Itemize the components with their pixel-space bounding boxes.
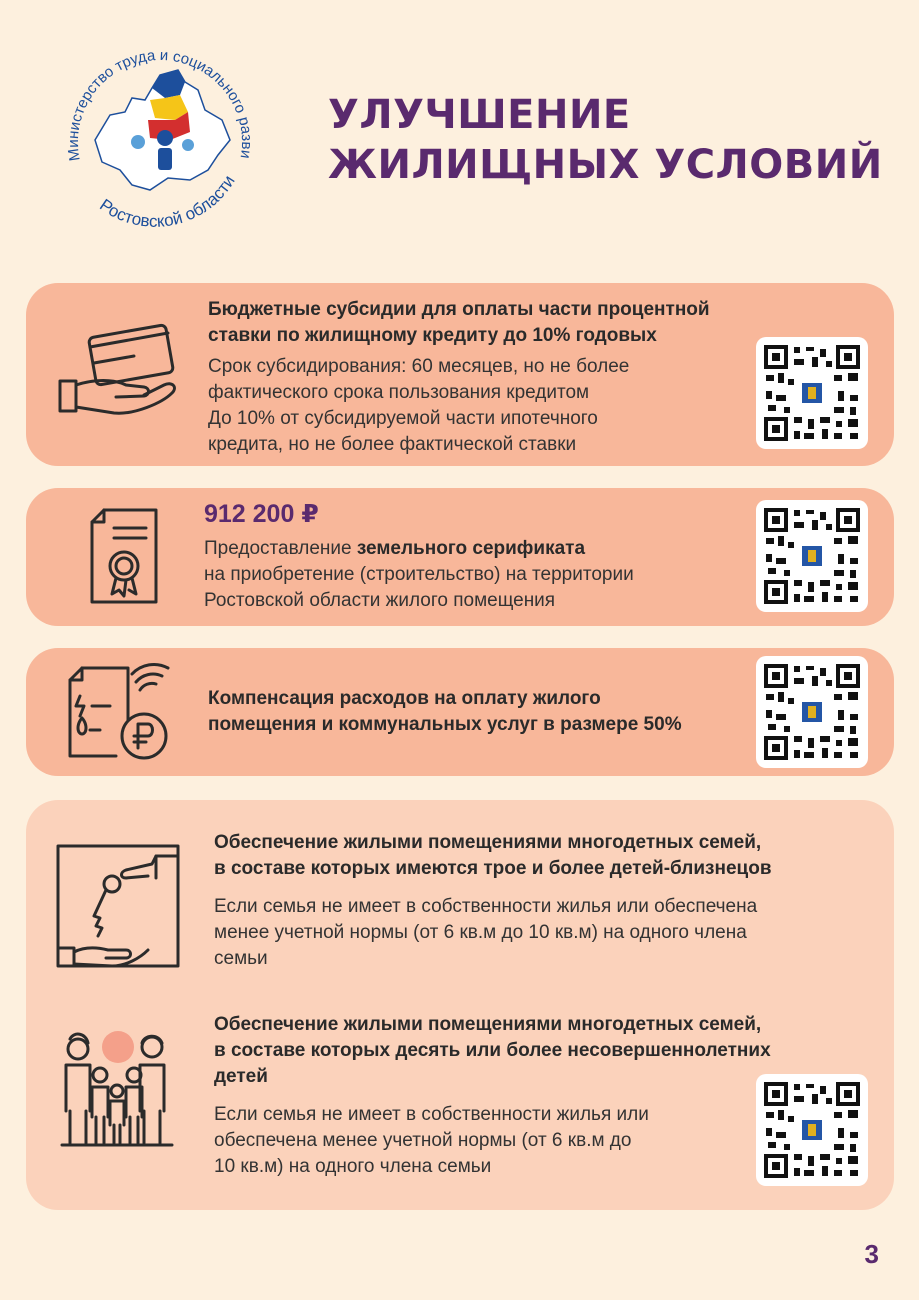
item-2-heading-line-3: детей: [214, 1066, 268, 1087]
card-land-certificate: [26, 488, 894, 626]
card-large-families: [26, 800, 894, 1210]
page-title: [328, 90, 883, 190]
card-in-hand-icon: [54, 323, 184, 428]
item-1-body-line-3: семьи: [214, 948, 268, 969]
svg-text:Ростовской области: Ростовской области: [96, 171, 239, 231]
item-1-body-line-2: менее учетной нормы (от 6 кв.м до 10 кв.м) на одного члена: [214, 922, 747, 943]
card-2-body-line-1: [204, 536, 634, 562]
qr-code[interactable]: [756, 337, 868, 449]
card-1-heading-line-2: ставки по жилищному кредиту до 10% годовых: [208, 325, 657, 346]
card-1-heading-line-1: Бюджетные субсидии для оплаты части процентной: [208, 299, 710, 320]
certificate-amount: 912 200 ₽: [204, 500, 319, 528]
ministry-logo: [40, 20, 270, 250]
item-1-heading-line-1: Обеспечение жилыми помещениями многодетных семей,: [214, 832, 762, 853]
card-4-item-1-text: [214, 830, 772, 972]
card-1-body-line-3: До 10% от субсидируемой части ипотечного: [208, 408, 598, 429]
card-3-heading-line-1: Компенсация расходов на оплату жилого: [208, 688, 601, 709]
card-1-body-line-4: кредита, но не более фактической ставки: [208, 434, 577, 455]
card-3-text: [208, 686, 682, 738]
title-line-1: УЛУЧШЕНИЕ: [328, 92, 631, 138]
card-interest-subsidy: [26, 283, 894, 466]
card-4-item-2-text: [214, 1012, 771, 1180]
key-handover-icon: [56, 844, 181, 974]
large-family-icon: [60, 1025, 180, 1160]
item-2-body-line-3: 10 кв.м) на одного члена семьи: [214, 1156, 492, 1177]
card-1-text: [208, 297, 710, 458]
card-2-text: [204, 498, 634, 614]
svg-text:Министерство труда и социально: Министерство труда и социального разви: [64, 46, 256, 163]
certificate-icon: [84, 506, 164, 611]
qr-code[interactable]: [756, 500, 868, 612]
card-1-body-line-2: фактического срока пользования кредитом: [208, 382, 590, 403]
qr-code[interactable]: [756, 656, 868, 768]
item-1-body-line-1: Если семья не имеет в собственности жилья или обеспечена: [214, 896, 758, 917]
page-number: 3: [864, 1239, 879, 1269]
utility-bill-ruble-icon: [66, 662, 176, 767]
card-2-body-bold: земельного серификата: [356, 538, 586, 559]
qr-code[interactable]: [756, 1074, 868, 1186]
card-2-body-line-3: Ростовской области жилого помещения: [204, 590, 556, 611]
card-2-body-prefix: Предоставление: [204, 538, 357, 559]
item-2-body-line-2: обеспечена менее учетной нормы (от 6 кв.м до: [214, 1130, 632, 1151]
card-utilities-compensation: [26, 648, 894, 776]
card-2-body-line-2: на приобретение (строительство) на территории: [204, 564, 634, 585]
card-3-heading-line-2: помещения и коммунальных услуг в размере 50%: [208, 714, 682, 735]
title-line-2: ЖИЛИЩНЫХ УСЛОВИЙ: [328, 142, 883, 188]
card-1-body-line-1: Срок субсидирования: 60 месяцев, но не более: [208, 356, 630, 377]
item-2-heading-line-2: в составе которых десять или более несовершеннолетних: [214, 1040, 771, 1061]
item-2-body-line-1: Если семья не имеет в собственности жилья или: [214, 1104, 649, 1125]
item-2-heading-line-1: Обеспечение жилыми помещениями многодетных семей,: [214, 1014, 762, 1035]
item-1-heading-line-2: в составе которых имеются трое и более детей-близнецов: [214, 858, 772, 879]
